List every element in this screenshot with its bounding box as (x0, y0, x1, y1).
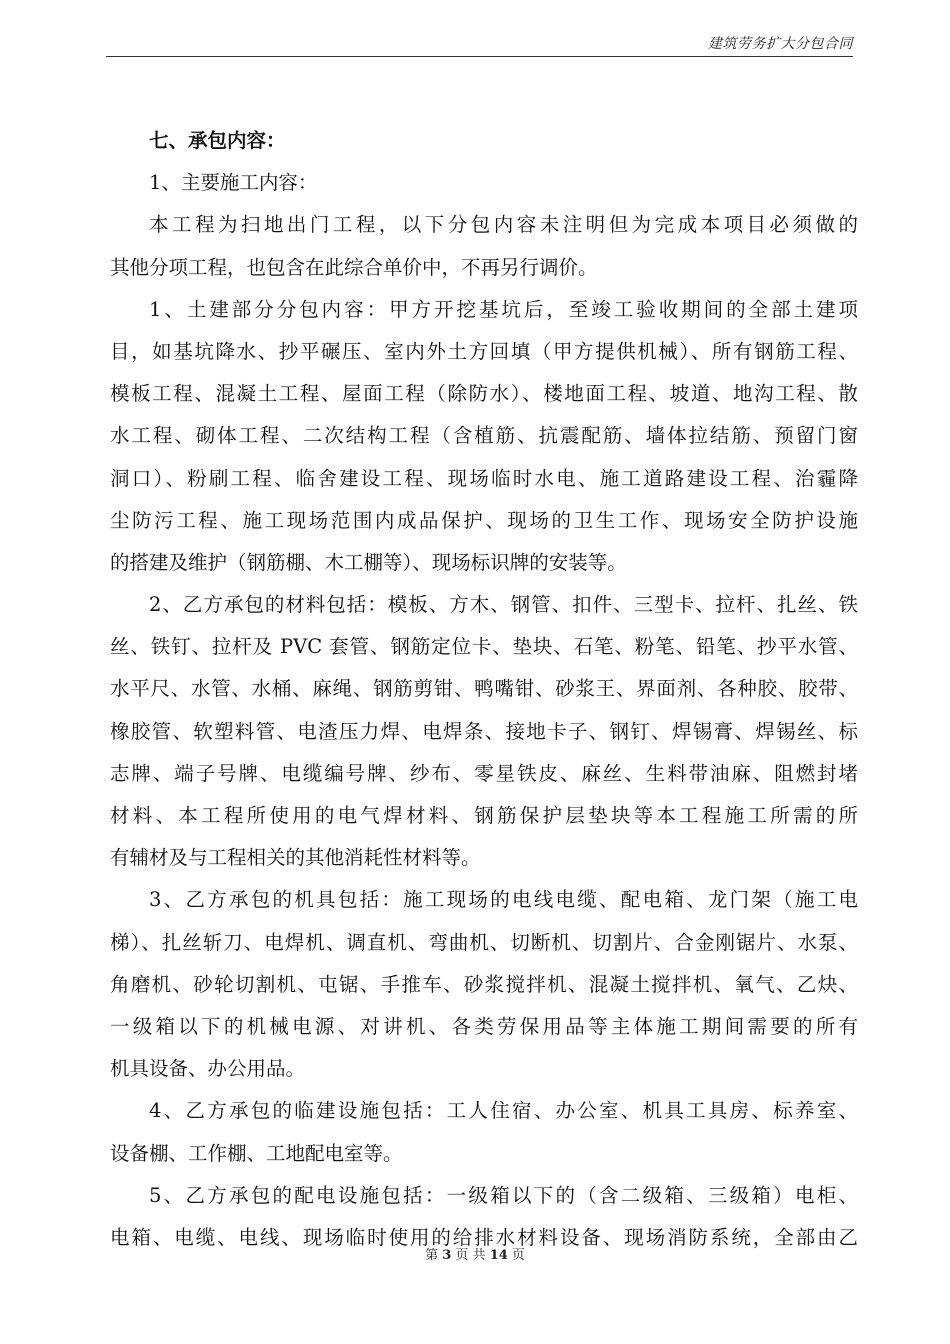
text-line: 材料、本工程所使用的电气焊材料、钢筋保护层垫块等本工程施工所需的所 (110, 804, 858, 827)
text-line: 洞口）、粉刷工程、临舍建设工程、现场临时水电、施工道路建设工程、治霾降 (110, 466, 858, 490)
document-body (110, 120, 858, 1259)
current-page-number: 3 (442, 1248, 452, 1263)
text-line: 电箱、电缆、电线、现场临时使用的给排水材料设备、现场消防系统，全部由乙 (110, 1225, 858, 1249)
text-line: 的搭建及维护（钢筋棚、木工棚等）、现场标识牌的安装等。 (110, 550, 627, 574)
text-line: 4、乙方承包的临建设施包括：工人住宿、办公室、机具工具房、标养室、 (149, 1099, 858, 1123)
text-line: 本工程为扫地出门工程，以下分包内容未注明但为完成本项目必须做的 (149, 213, 858, 237)
text-line: 2、乙方承包的材料包括：模板、方木、钢管、扣件、三型卡、拉杆、扎丝、铁 (149, 593, 858, 617)
text-line: 水平尺、水管、水桶、麻绳、钢筋剪钳、鸭嘴钳、砂浆王、界面剂、各种胶、胶带、 (110, 677, 858, 701)
footer-middle: 页 共 (455, 1248, 486, 1263)
text-line: 设备棚、工作棚、工地配电室等。 (110, 1141, 403, 1165)
text-line: 志牌、端子号牌、电缆编号牌、纱布、零星铁皮、麻丝、生料带油麻、阻燃封堵 (110, 761, 858, 785)
text-line: 有辅材及与工程相关的其他消耗性材料等。 (110, 846, 481, 870)
text-line: 丝、铁钉、拉杆及 PVC 套管、钢筋定位卡、垫块、石笔、粉笔、铅笔、抄平水管、 (110, 635, 858, 659)
section-title: 七、承包内容： (149, 129, 286, 152)
text-line: 模板工程、混凝土工程、屋面工程（除防水）、楼地面工程、坡道、地沟工程、散 (110, 382, 858, 406)
text-line: 梯）、扎丝斩刀、电焊机、调直机、弯曲机、切断机、切割片、合金刚锯片、水泵、 (110, 930, 858, 954)
footer-prefix: 第 (425, 1248, 439, 1263)
text-line: 机具设备、办公用品。 (110, 1057, 306, 1081)
footer-suffix: 页 (511, 1248, 525, 1263)
text-line: 1、土建部分分包内容：甲方开挖基坑后，至竣工验收期间的全部土建项 (149, 297, 858, 321)
text-line: 角磨机、砂轮切割机、屯锯、手推车、砂浆搅拌机、混凝土搅拌机、氧气、乙炔、 (110, 972, 858, 996)
page-header (106, 0, 853, 57)
text-line: 尘防污工程、施工现场范围内成品保护、现场的卫生工作、现场安全防护设施 (110, 508, 858, 532)
text-line: 目，如基坑降水、抄平碾压、室内外土方回填（甲方提供机械）、所有钢筋工程、 (110, 339, 858, 363)
text-line: 3、乙方承包的机具包括：施工现场的电线电缆、配电箱、龙门架（施工电 (149, 888, 858, 912)
text-line: 其他分项工程，也包含在此综合单价中，不再另行调价。 (110, 255, 598, 279)
page-footer (0, 1244, 950, 1263)
text-line: 5、乙方承包的配电设施包括：一级箱以下的（含二级箱、三级箱）电柜、 (149, 1183, 858, 1207)
header-title: 建筑劳务扩大分包合同 (708, 36, 853, 52)
text-line: 1、主要施工内容： (149, 171, 318, 195)
text-line: 橡胶管、软塑料管、电渣压力焊、电焊条、接地卡子、钢钉、焊锡膏、焊锡丝、标 (110, 719, 858, 743)
text-line: 一级箱以下的机械电源、对讲机、各类劳保用品等主体施工期间需要的所有 (110, 1014, 858, 1038)
text-line: 水工程、砌体工程、二次结构工程（含植筋、抗震配筋、墙体拉结筋、预留门窗 (110, 424, 858, 448)
total-page-number: 14 (489, 1248, 508, 1263)
